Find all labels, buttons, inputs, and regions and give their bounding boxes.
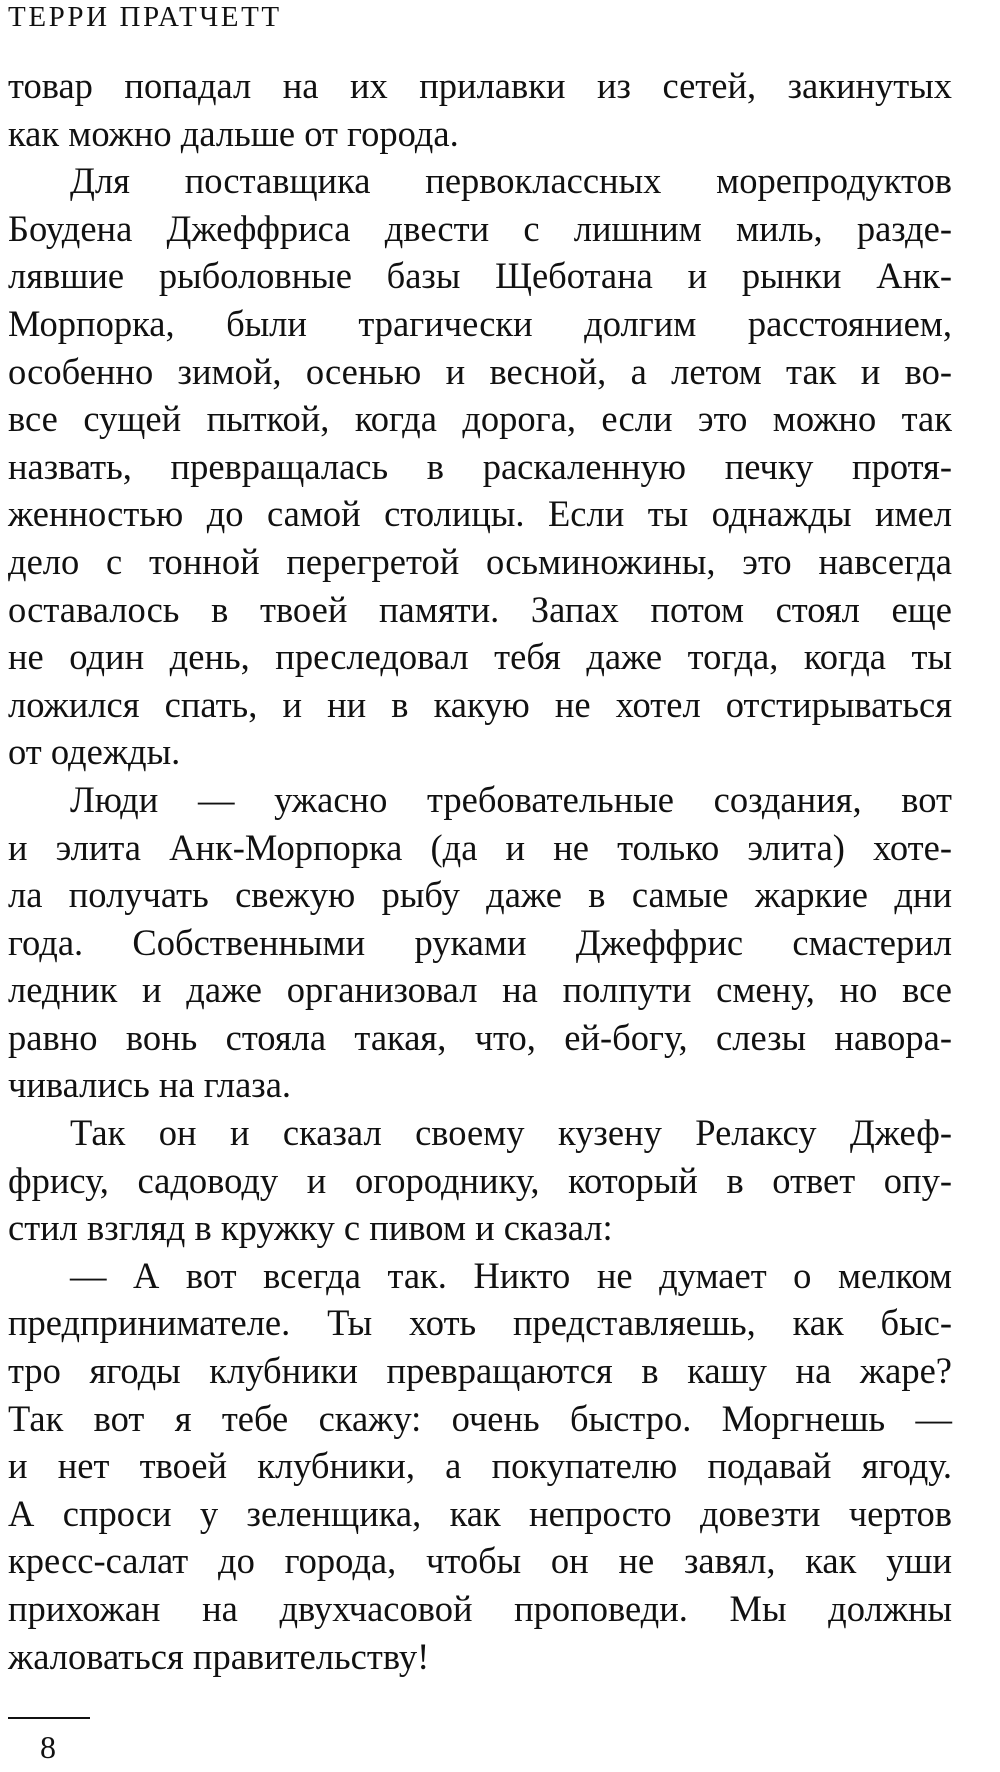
- text-line: ложился спать, и ни в какую не хотел отстирываться: [8, 683, 952, 725]
- text-line: кресс-салат до города, чтобы он не завял, как уши: [8, 1540, 952, 1582]
- running-header-author: ТЕРРИ ПРАТЧЕТТ: [8, 1, 282, 33]
- text-line: стил взгляд в кружку с пивом и сказал:: [8, 1207, 613, 1249]
- text-line: А спроси у зеленщика, как непросто довезти чертов: [8, 1492, 952, 1534]
- text-line: оставалось в твоей памяти. Запах потом стоял еще: [8, 588, 952, 630]
- text-line: тро ягоды клубники превращаются в кашу на жаре?: [8, 1350, 952, 1392]
- text-line: товар попадал на их прилавки из сетей, закинутых: [8, 65, 952, 106]
- text-line: как можно дальше от города.: [8, 112, 459, 154]
- text-line: предпринимателе. Ты хоть представляешь, как быс-: [8, 1302, 952, 1344]
- text-line: особенно зимой, осенью и весной, а летом так и во-: [8, 350, 952, 392]
- text-line: все сущей пыткой, когда дорога, если это можно так: [8, 398, 952, 440]
- text-line: не один день, преследовал тебя даже тогда, когда ты: [8, 636, 952, 678]
- text-line: женностью до самой столицы. Если ты однажды имел: [8, 493, 952, 535]
- text-line: ла получать свежую рыбу даже в самые жаркие дни: [8, 874, 952, 916]
- text-line: Так он и сказал своему кузену Релаксу Джеф-: [70, 1112, 952, 1154]
- text-line: Боудена Джеффриса двести с лишним миль, разде-: [8, 207, 952, 249]
- text-line: и элита Анк-Морпорка (да и не только элита) хоте-: [8, 826, 952, 868]
- text-line: Люди — ужасно требовательные создания, вот: [70, 778, 952, 820]
- text-line: Морпорка, были трагически долгим расстоянием,: [8, 302, 952, 344]
- text-line: Для поставщика первоклассных морепродуктов: [70, 160, 952, 202]
- text-line: чивались на глаза.: [8, 1064, 292, 1106]
- text-line: — А вот всегда так. Никто не думает о мелком: [70, 1254, 952, 1296]
- text-line: и нет твоей клубники, а покупателю подавай ягоду.: [8, 1445, 952, 1487]
- page-number: 8: [40, 1729, 56, 1765]
- text-line: назвать, превращалась в раскаленную печку протя-: [8, 445, 952, 487]
- footer-rule: [8, 1717, 90, 1719]
- text-line: жаловаться правительству!: [8, 1635, 430, 1677]
- text-line: прихожан на двухчасовой проповеди. Мы должны: [8, 1588, 952, 1629]
- text-line: лявшие рыболовные базы Щеботана и рынки Анк-: [8, 255, 952, 297]
- body-text: [8, 62, 952, 1680]
- text-line: года. Собственными руками Джеффрис смастерил: [8, 921, 952, 963]
- text-line: Так вот я тебе скажу: очень быстро. Моргнешь —: [8, 1397, 952, 1439]
- text-line: от одежды.: [8, 731, 181, 773]
- text-line: ледник и даже организовал на полпути смену, но все: [8, 969, 952, 1011]
- text-line: фрису, садоводу и огороднику, который в ответ опу-: [8, 1159, 952, 1201]
- text-line: равно вонь стояла такая, что, ей-богу, слезы навора-: [8, 1016, 952, 1058]
- text-line: дело с тонной перегретой осьминожины, это навсегда: [8, 540, 952, 582]
